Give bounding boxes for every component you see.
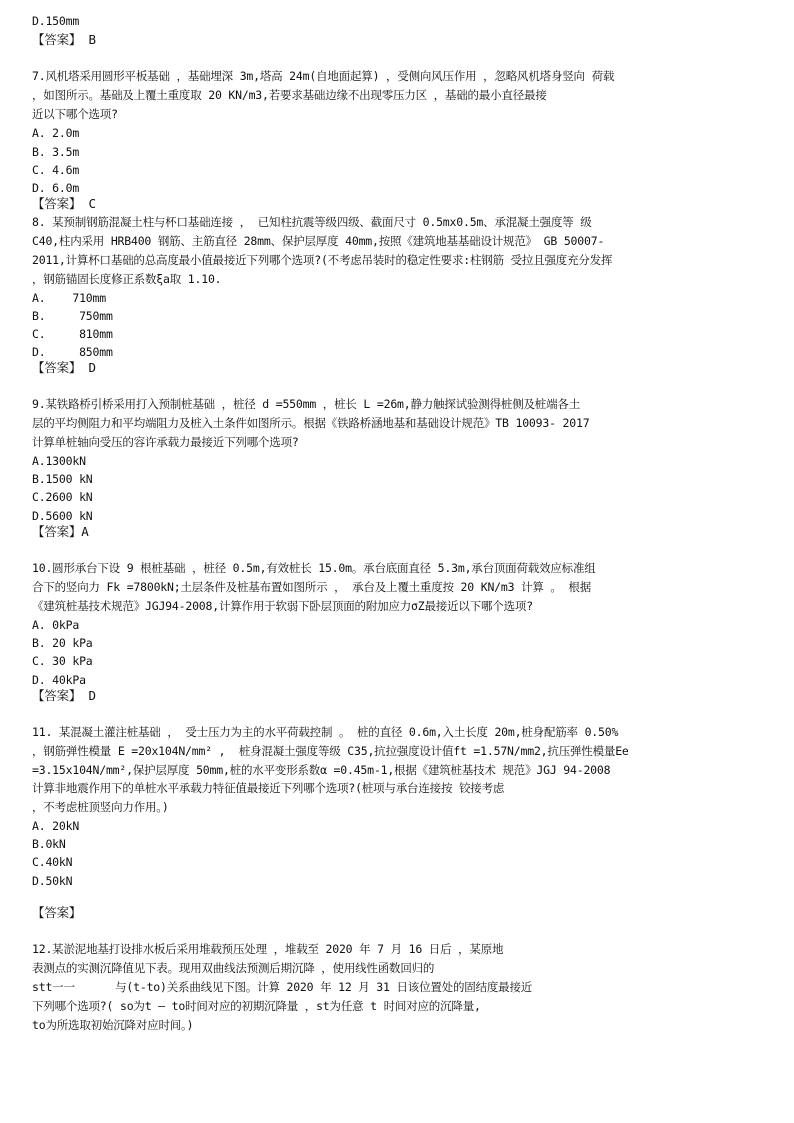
question-7-stem: 近以下哪个选项? [32, 107, 118, 121]
option-a: A. 0kPa [32, 618, 80, 632]
answer-line: 【答案】 D [32, 360, 96, 375]
question-11-stem: ，不考虑桩顶竖向力作用。) [32, 800, 169, 814]
question-12-stem: 12.某淤泥地基打设排水板后采用堆载预压处理 ，堆载至 2020 年 7 月 16 日后 ，某原地 [32, 942, 504, 956]
question-10-stem: 合下的竖向力 Fk =7800kN;土层条件及桩基布置如图所示 ， 承台及上覆土重度按 20 KN/m3 计算 。 根据 [32, 580, 592, 594]
text-line: D.150mm [32, 14, 80, 28]
question-9-stem: 9.某铁路桥引桥采用打入预制桩基础 ，桩径 d =550mm ，桩长 L =26m,静力触探试验测得桩侧及桩端各土 [32, 397, 580, 411]
question-8-stem: ，钢筋锚固长度修正系数ξa取 1.10. [32, 272, 222, 286]
option-a: A.1300kN [32, 454, 86, 468]
answer-line: 【答案】 [32, 905, 82, 920]
question-11-stem: ，钢筋弹性模量 E =20x104N/mm² , 桩身混凝土强度等级 C35,抗拉强度设计值ft =1.57N/mm2,抗压弹性模量Ee [32, 744, 629, 758]
question-9-stem: 层的平均侧阻力和平均端阻力及桩入土条件如图所示。根据《铁路桥涵地基和基础设计规范》TB 10093- 2017 [32, 416, 590, 430]
option-c: C. 30 kPa [32, 654, 93, 668]
option-d: D. 6.0m [32, 181, 80, 195]
option-c: C.2600 kN [32, 490, 93, 504]
question-12-stem: to为所选取初始沉降对应时间。) [32, 1018, 194, 1032]
question-11-stem: 11. 某混凝土灌注桩基础 ， 受士压力为主的水平荷载控制 。 桩的直径 0.6m,入土长度 20m,桩身配筋率 0.50% [32, 725, 619, 739]
question-10-stem: 10.圆形承台下设 9 根桩基础 ，桩径 0.5m,有效桩长 15.0m。承台底面直径 5.3m,承台顶面荷载效应标准组 [32, 561, 596, 575]
question-9-stem: 计算单桩轴向受压的容许承载力最接近下列哪个选项? [32, 435, 299, 449]
answer-line: 【答案】 D [32, 688, 96, 703]
option-d: D. 40kPa [32, 673, 86, 687]
question-8-stem: C40,柱内采用 HRB400 钢筋、主筋直径 28mm、保护层厚度 40mm,按照《建筑地基基础设计规范》 GB 50007- [32, 234, 605, 248]
option-b: B. 20 kPa [32, 636, 93, 650]
question-10-stem: 《建筑桩基技术规范》JGJ94-2008,计算作用于软弱下卧层顶面的附加应力σZ最接近以下哪个选项? [32, 599, 533, 613]
option-d: D.5600 kN [32, 509, 93, 523]
answer-line: 【答案】 C [32, 196, 96, 211]
question-7-stem: ，如图所示。基础及上覆土重度取 20 KN/m3,若要求基础边缘不出现零压力区 ，基础的最小直径最接 [32, 88, 547, 102]
question-11-stem: 计算非地震作用下的单桩水平承载力特征值最接近下列哪个选项?(桩项与承台连接按 铰接考虑 [32, 781, 505, 795]
option-b: B.1500 kN [32, 472, 93, 486]
question-11-stem: =3.15x104N/mm²,保护层厚度 50mm,桩的水平变形系数α =0.45m-1,根据《建筑桩基技术 规范》JGJ 94-2008 [32, 763, 611, 777]
option-c: C. 810mm [32, 327, 113, 341]
option-b: B.0kN [32, 837, 66, 851]
question-8-stem: 2011,计算杯口基础的总高度最小值最接近下列哪个选项?(不考虑吊装时的稳定性要求:柱钢筋 受拉且强度充分发挥 [32, 253, 613, 267]
option-c: C.40kN [32, 855, 73, 869]
option-d: D.50kN [32, 874, 73, 888]
question-12-stem: 下列哪个选项?( so为t — to时间对应的初期沉降量 ，st为任意 t 时间对应的沉降量, [32, 999, 481, 1013]
option-b: B. 3.5m [32, 145, 80, 159]
option-a: A. 2.0m [32, 126, 80, 140]
option-a: A. 20kN [32, 819, 80, 833]
question-7-stem: 7.风机塔采用圆形平板基础 ，基础埋深 3m,塔高 24m(自地面起算) ，受侧向风压作用 ，忽略风机塔身竖向 荷载 [32, 69, 615, 83]
question-8-stem: 8. 某预制钢筋混凝土柱与杯口基础连接 ， 已知柱抗震等级四级、截面尺寸 0.5mx0.5m、承混凝土强度等 级 [32, 215, 592, 229]
question-12-stem: stt一一 与(t-to)关系曲线见下图。计算 2020 年 12 月 31 日该位置处的固结度最接近 [32, 980, 533, 994]
option-b: B. 750mm [32, 309, 113, 323]
option-c: C. 4.6m [32, 163, 80, 177]
question-12-stem: 表测点的实测沉降值见下表。现用双曲线法预测后期沉降 ，使用线性函数回归的 [32, 961, 435, 975]
option-d: D. 850mm [32, 345, 113, 359]
answer-line: 【答案】A [32, 524, 89, 539]
answer-line: 【答案】 B [32, 32, 96, 47]
option-a: A. 710mm [32, 291, 106, 305]
